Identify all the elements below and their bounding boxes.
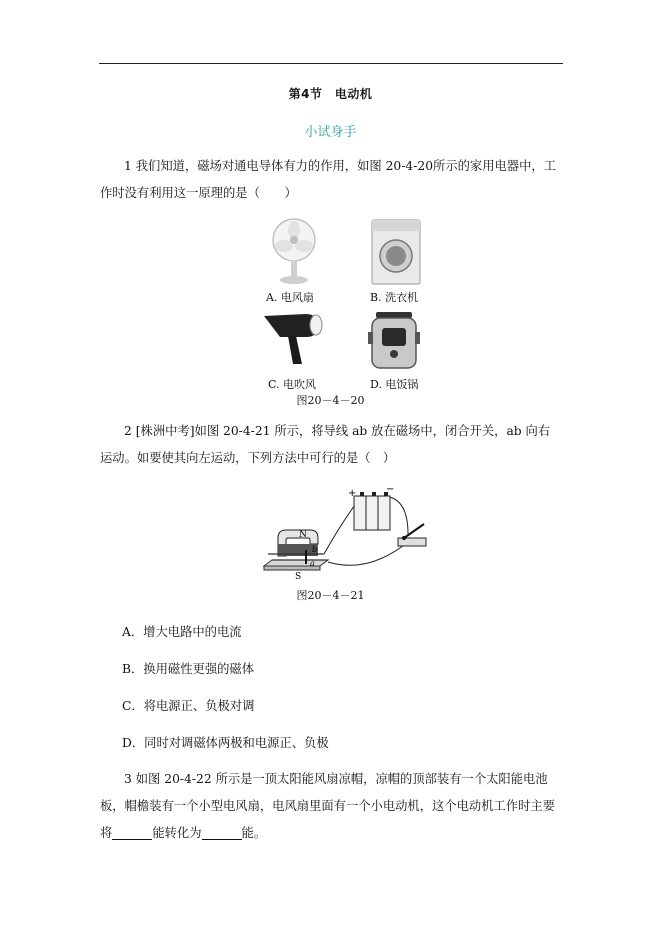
question-number: 2 [124, 424, 132, 438]
section-subhead: 小试身手 [304, 125, 357, 140]
answer-blank-1[interactable] [112, 825, 152, 840]
figure-caption-20-4-21: 图20－4－21 [296, 589, 365, 602]
section-title: 第4节 电动机 [288, 87, 373, 101]
option-b-caption: B. 洗衣机 [370, 291, 419, 304]
south-pole-label: S [295, 572, 302, 580]
question-number: 1 [124, 159, 132, 173]
figure-caption-20-4-20: 图20－4－20 [296, 394, 365, 407]
question-text: [株洲中考]如图 20-4-21 所示，将导线 ab 放在磁场中，闭合开关，ab 向右运动。如要使其向左运动，下列方法中可行的是（ ） [100, 424, 551, 465]
q2-option-a: A．增大电路中的电流 [122, 625, 242, 639]
question-text-part2: 能转化为 [152, 826, 202, 840]
wire-end-b-label: b [312, 545, 318, 554]
question-text-part3: 能。 [241, 826, 267, 840]
question-number: 3 [124, 772, 132, 786]
question-text: 我们知道，磁场对通电导体有力的作用，如图 20-4-20所示的家用电器中，工作时没有利用这一原理的是（ ） [100, 159, 556, 200]
question-1 [100, 153, 562, 207]
q2-option-b: B．换用磁性更强的磁体 [122, 662, 255, 676]
battery-plus-label: + [348, 488, 357, 499]
question-text-part1: 如图 20-4-22 所示是一顶太阳能风扇凉帽，凉帽的顶部装有一个太阳能电池板，帽檐装有一个小型电风扇，电风扇里面有一个小电动机，这个电动机工作时主要将 [100, 772, 555, 840]
q2-option-c: C．将电源正、负极对调 [122, 699, 255, 713]
option-a-caption: A. 电风扇 [266, 291, 314, 304]
q2-option-d: D．同时对调磁体两极和电源正、负极 [122, 736, 329, 750]
wire-end-a-label: a [310, 559, 315, 568]
hair-dryer-icon [260, 310, 324, 368]
battery-minus-label: − [386, 484, 395, 495]
rice-cooker-icon [366, 310, 422, 372]
option-d-caption: D. 电饭锅 [370, 378, 419, 391]
header-rule [99, 63, 563, 64]
north-pole-label: N [299, 530, 307, 540]
washing-machine-icon [370, 218, 422, 286]
answer-blank-2[interactable] [202, 825, 242, 840]
option-c-caption: C. 电吹风 [268, 378, 317, 391]
electric-fan-icon [266, 218, 322, 286]
question-2 [100, 418, 562, 472]
question-3 [100, 766, 562, 847]
circuit-diagram [258, 482, 436, 580]
